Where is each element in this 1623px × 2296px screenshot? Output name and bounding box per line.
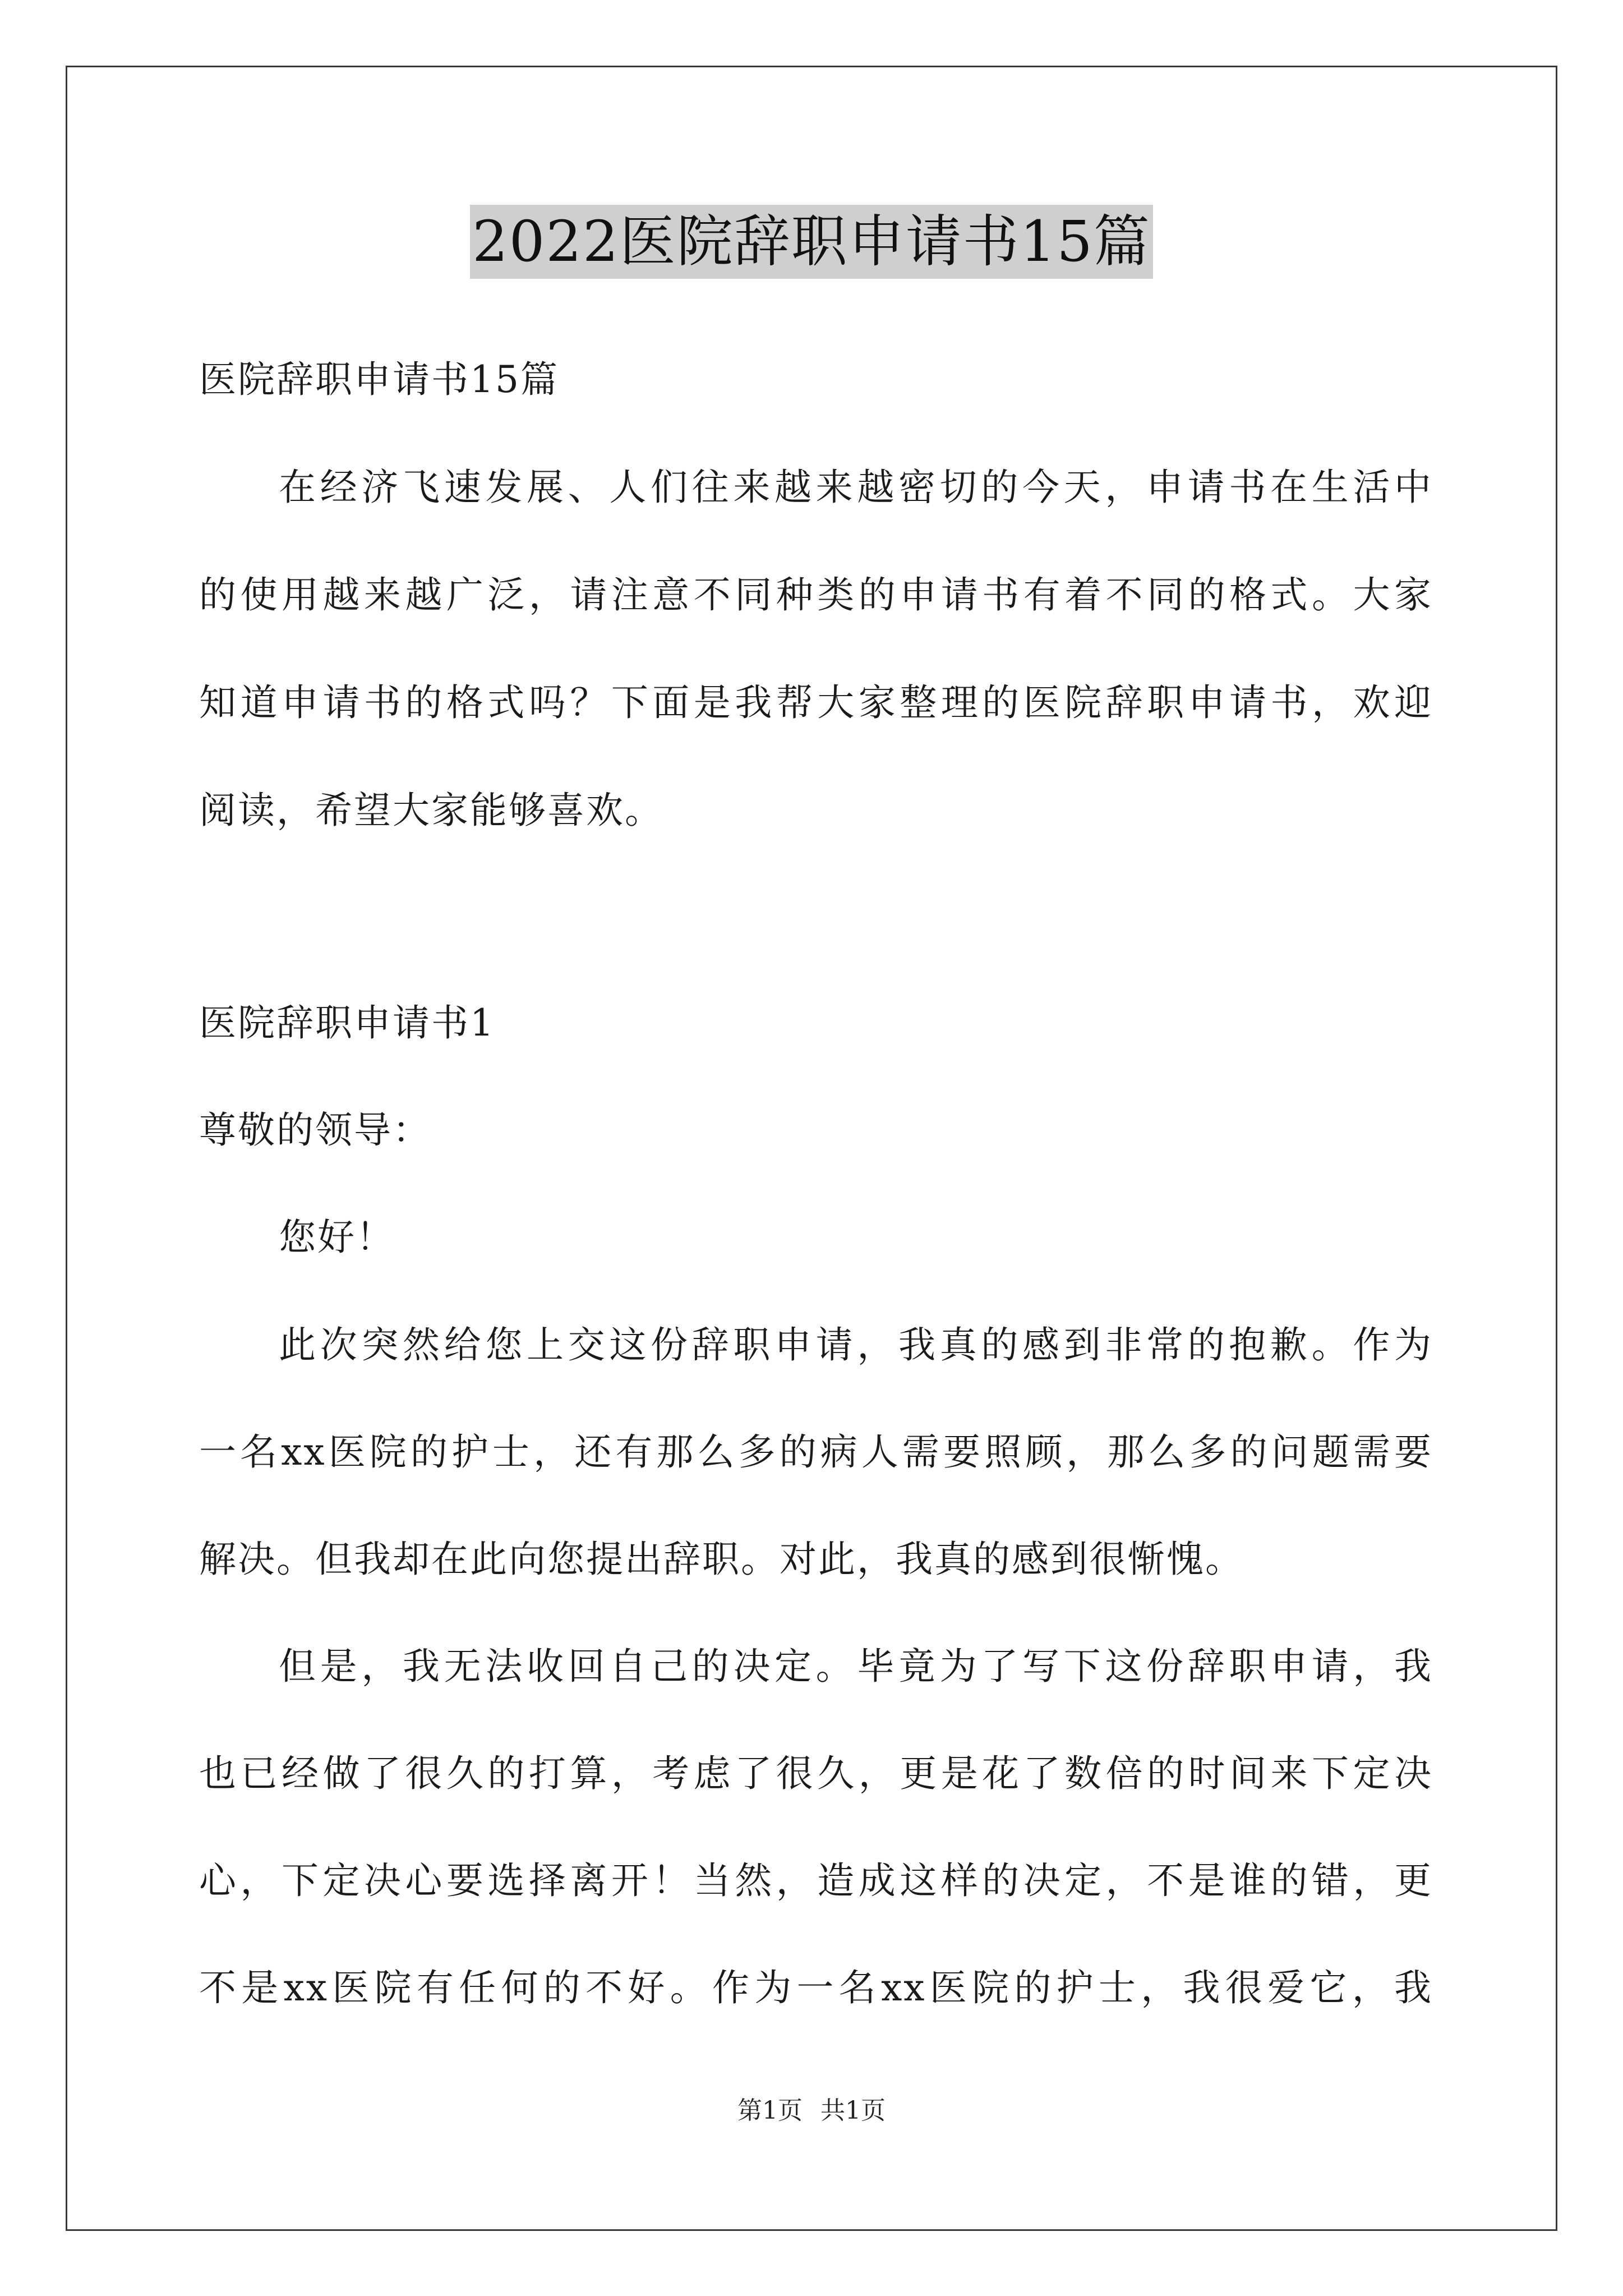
paragraph-line: 在经济飞速发展、人们往来越来越密切的今天，申请书在生活中 xyxy=(279,466,1433,509)
salutation: 尊敬的领导： xyxy=(199,1108,431,1152)
paragraph-line: 但是，我无法收回自己的决定。毕竟为了写下这份辞职申请，我 xyxy=(279,1645,1433,1688)
title-container xyxy=(0,205,1623,279)
paragraph-line: 解决。但我却在此向您提出辞职。对此，我真的感到很惭愧。 xyxy=(199,1538,1244,1581)
paragraph-line: 此次突然给您上交这份辞职申请，我真的感到非常的抱歉。作为 xyxy=(279,1323,1433,1366)
paragraph-line: 知道申请书的格式吗？下面是我帮大家整理的医院辞职申请书，欢迎 xyxy=(199,681,1433,724)
paragraph-line: 不是xx医院有任何的不好。作为一名xx医院的护士，我很爱它，我 xyxy=(199,1966,1433,2009)
paragraph-line: 心，下定决心要选择离开！当然，造成这样的决定，不是谁的错，更 xyxy=(199,1859,1433,1902)
subtitle-line: 医院辞职申请书15篇 xyxy=(199,358,559,401)
page-footer xyxy=(0,2094,1623,2128)
paragraph-line: 的使用越来越广泛，请注意不同种类的申请书有着不同的格式。大家 xyxy=(199,573,1433,616)
document-title: 2022医院辞职申请书15篇 xyxy=(470,205,1153,279)
section-heading: 医院辞职申请书1 xyxy=(199,1001,495,1045)
greeting: 您好！ xyxy=(279,1216,395,1259)
paragraph-line: 也已经做了很久的打算，考虑了很久，更是花了数倍的时间来下定决 xyxy=(199,1752,1433,1795)
page-number: 第1页 xyxy=(737,2096,803,2125)
paragraph-line: 一名xx医院的护士，还有那么多的病人需要照顾，那么多的问题需要 xyxy=(199,1430,1433,1474)
page-total: 共1页 xyxy=(820,2096,886,2125)
paragraph-line: 阅读，希望大家能够喜欢。 xyxy=(199,789,663,832)
